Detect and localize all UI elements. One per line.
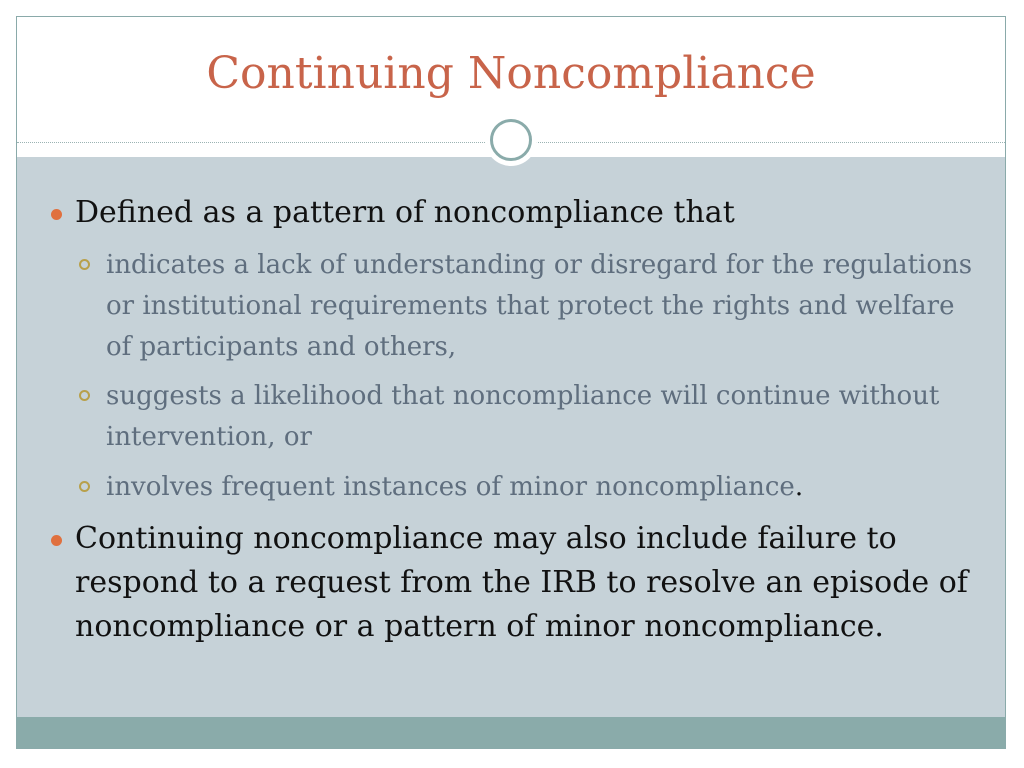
sub-bullet-text: suggests a likelihood that noncompliance will continue without intervention, or: [106, 381, 940, 452]
bullet-level2: [106, 376, 976, 458]
filled-circle-bullet-icon: [51, 535, 62, 546]
sub-bullet-text: involves frequent instances of minor noncompliance: [106, 472, 795, 502]
bullet-level2: [106, 467, 976, 508]
sub-bullet-text: indicates a lack of understanding or disregard for the regulations or institutional requirements that protect the rights and welfare of participants and others,: [106, 250, 973, 362]
bullet-text: Defined as a pattern of noncompliance that: [75, 195, 735, 230]
slide-title: Continuing Noncompliance: [206, 48, 816, 99]
bullet-level2: [106, 245, 976, 368]
bullet-level1: [75, 517, 975, 649]
bullet-level1: [75, 191, 975, 235]
slide: [16, 16, 1006, 749]
hollow-circle-bullet-icon: [79, 481, 90, 492]
ring-divider-inner: [490, 119, 532, 161]
bullet-text: Continuing noncompliance may also include failure to respond to a request from the IRB to resolve an episode of noncompliance or a pattern of minor noncompliance.: [75, 521, 968, 644]
hollow-circle-bullet-icon: [79, 259, 90, 270]
footer-band: [17, 717, 1005, 748]
hollow-circle-bullet-icon: [79, 390, 90, 401]
ring-divider-icon: [485, 114, 537, 166]
sub-bullet-suffix: .: [794, 472, 804, 502]
filled-circle-bullet-icon: [51, 209, 62, 220]
content-area: [17, 157, 1005, 717]
